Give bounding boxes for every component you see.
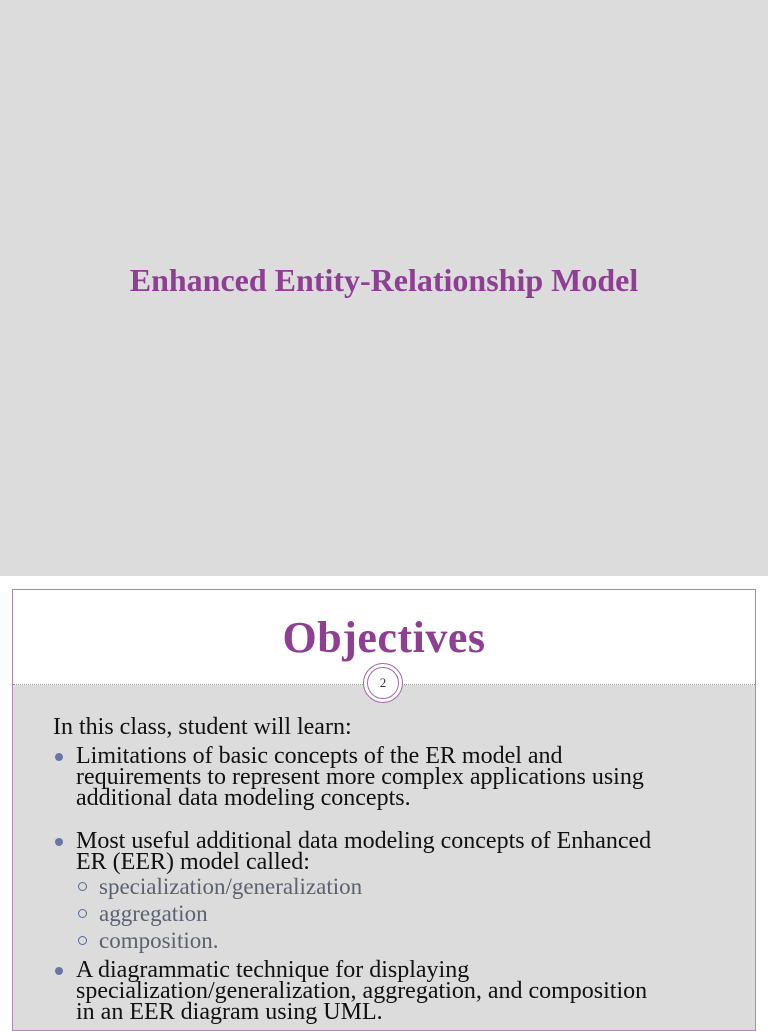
hollow-circle-icon <box>78 936 87 945</box>
page-number-badge <box>363 663 403 703</box>
sub-bullet-text: composition. <box>99 928 219 953</box>
bullet-line: Most useful additional data modeling concepts of Enhanced <box>76 828 652 854</box>
slide-title: Enhanced Entity-Relationship Model <box>129 262 639 298</box>
sub-bullet-item <box>53 900 743 927</box>
sub-bullet-text: specialization/generalization <box>99 874 363 899</box>
bullet-item <box>53 743 743 811</box>
hollow-circle-icon <box>78 882 87 891</box>
bullet-line: ER (EER) model called: <box>76 849 310 875</box>
hollow-circle-icon <box>78 909 87 918</box>
bullet-item <box>53 957 743 1025</box>
objectives-slide <box>12 589 756 1031</box>
bullet-line: in an EER diagram using UML. <box>76 999 383 1025</box>
bullet-item <box>53 828 743 875</box>
bullet-line: Limitations of basic concepts of the ER model and <box>76 743 563 769</box>
bullet-line: additional data modeling concepts. <box>76 785 411 811</box>
slide-heading: Objectives <box>282 613 486 662</box>
bullet-dot-icon <box>55 838 63 846</box>
sub-bullet-item <box>53 873 743 900</box>
bullet-dot-icon <box>55 753 63 761</box>
bullet-dot-icon <box>55 967 63 975</box>
sub-bullet-text: aggregation <box>99 901 208 926</box>
sub-bullet-item <box>53 927 743 954</box>
bullet-line: A diagrammatic technique for displaying <box>76 957 470 983</box>
bullet-line: requirements to represent more complex applications using <box>76 764 644 790</box>
intro-text: In this class, student will learn: <box>53 714 352 740</box>
slide-body <box>53 714 743 1023</box>
bullet-line: specialization/generalization, aggregation, and composition <box>76 978 648 1004</box>
page-number: 2 <box>367 667 399 699</box>
